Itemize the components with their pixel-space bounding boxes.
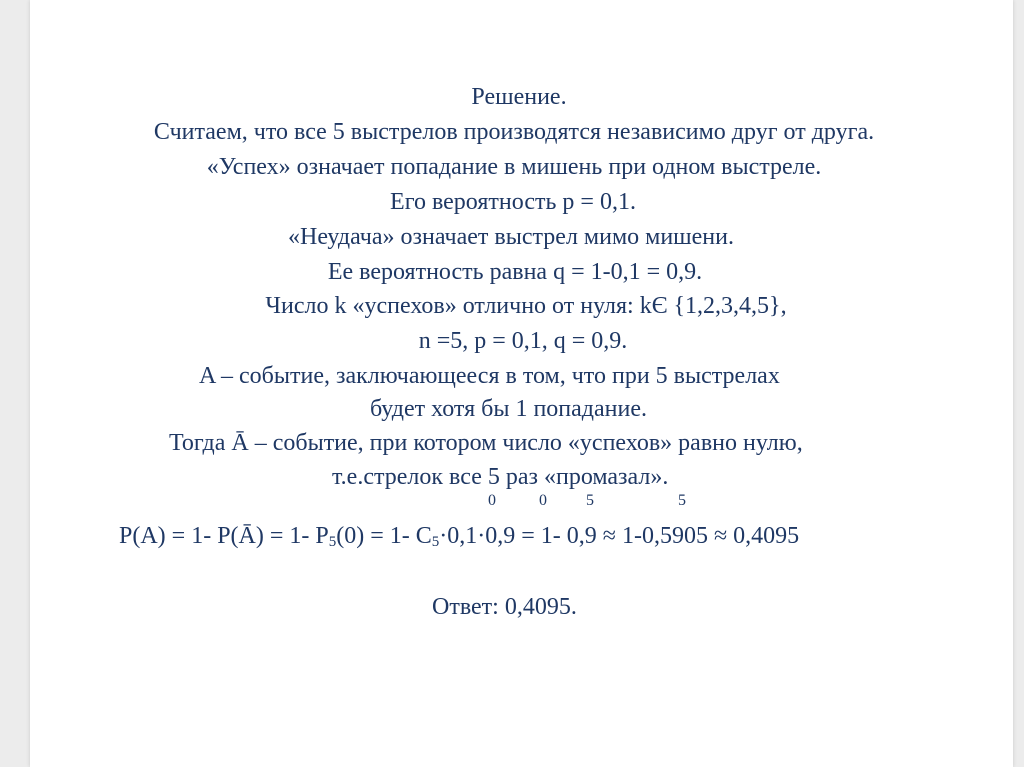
text-line-5: Ее вероятность равна q = 1-0,1 = 0,9. (327, 259, 703, 285)
formula-superscript-2: 0 (539, 492, 547, 509)
formula-superscript-3: 5 (586, 492, 594, 509)
text-line-2: «Успех» означает попадание в мишень при одном выстреле. (206, 154, 822, 180)
text-line-7: n =5, p = 0,1, q = 0,9. (418, 328, 628, 354)
formula-subscript-2: 5 (431, 534, 440, 550)
text-line-9: будет хотя бы 1 попадание. (370, 396, 647, 422)
text-line-4: «Неудача» означает выстрел мимо мишени. (288, 224, 734, 250)
formula-part-2: (0) = 1- C (336, 523, 432, 549)
text-line-11: т.е.стрелок все 5 раз «промазал». (332, 464, 669, 490)
text-line-1: Считаем, что все 5 выстрелов производятся независимо друг от друга. (153, 119, 875, 145)
formula-superscript-4: 5 (678, 492, 686, 509)
text-line-8: A – событие, заключающееся в том, что при 5 выстрелах (199, 363, 780, 389)
formula-subscript-1: 5 (328, 534, 337, 550)
answer-text: Ответ: 0,4095. (432, 594, 577, 620)
slide (30, 0, 1013, 767)
formula-superscript-1: 0 (488, 492, 496, 509)
probability-formula (119, 522, 799, 553)
text-line-10: Тогда Ā – событие, при котором число «успехов» равно нулю, (169, 430, 803, 456)
formula-part-3: ·0,1·0,9 = 1- 0,9 ≈ 1-0,5905 ≈ 0,4095 (439, 523, 800, 549)
solution-title: Решение. (471, 84, 567, 110)
formula-part-1: P(A) = 1- P(Ā) = 1- P (119, 523, 329, 549)
text-line-6: Число k «успехов» отлично от нуля: kЄ {1,2,3,4,5}, (265, 293, 787, 319)
text-line-3: Его вероятность p = 0,1. (390, 189, 636, 215)
